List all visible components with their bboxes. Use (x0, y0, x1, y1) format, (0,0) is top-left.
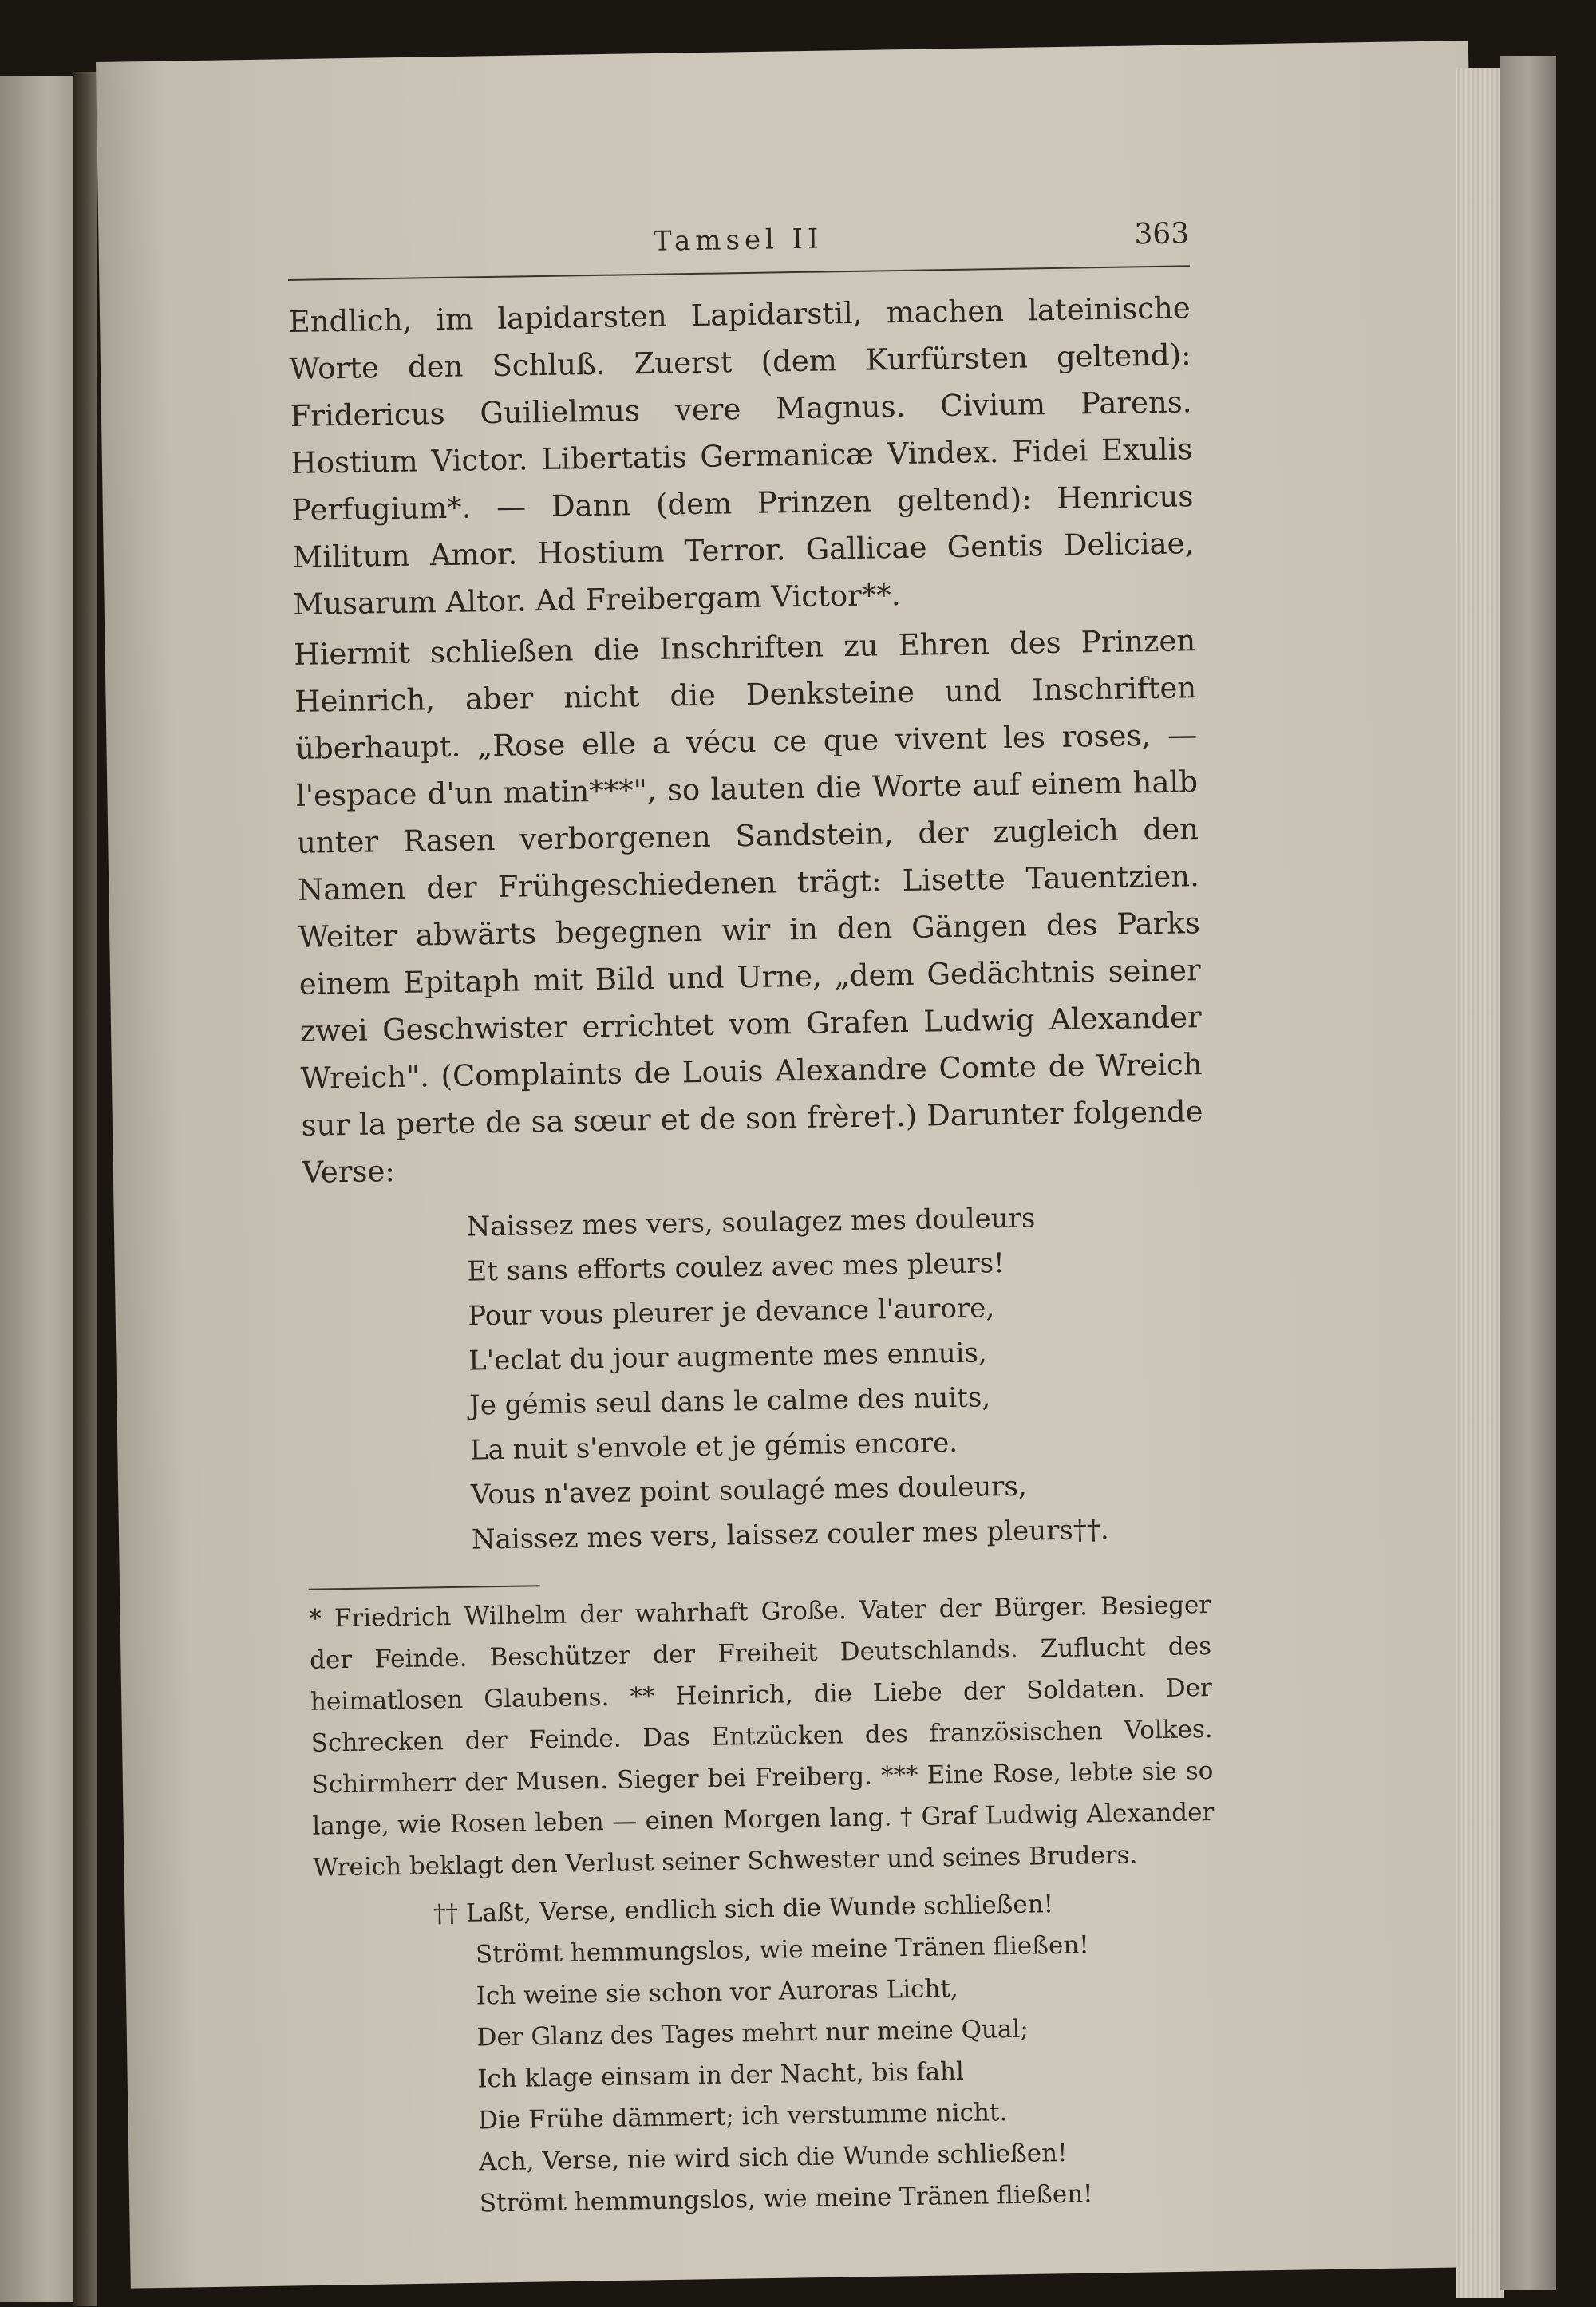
footnote-verse-line: Der Glanz des Tages mehrt nur meine Qual; (476, 2014, 1029, 2052)
left-page-edge (0, 76, 80, 2302)
verse-block (466, 1193, 1210, 1562)
paragraph-1: Endlich, im lapidarsten Lapidarstil, machen lateinische Worte den Schluß. Zuerst (dem Kurfürsten geltend): Fridericus Guilielmus vere Magnus. Civium Parens. Hostium Victor. Libertatis Germanicæ Vindex. Fidei Exulis Perfugium*. — Dann (dem Prinzen geltend): Henricus Militum Amor. Hostium Terror. Gallicae Gentis Deliciae, Musarum Altor. Ad Freibergam Victor**. (288, 290, 1195, 622)
footnote-verse-line: Ich klage einsam in der Nacht, bis fahl (477, 2056, 965, 2094)
footnote-verse-block (433, 1881, 1220, 2225)
verse-line: Naissez mes vers, laissez couler mes pleurs††. (471, 1514, 1109, 1556)
verse-line: Je gémis seul dans le calme des nuits, (468, 1381, 991, 1422)
footnote-verse-line: Strömt hemmungslos, wie meine Tränen fließen! (475, 1930, 1089, 1969)
page-content (287, 217, 1220, 2226)
footnote-verse-line: Ach, Verse, nie wird sich die Wunde schließen! (478, 2138, 1068, 2177)
footnote-verse-line: Die Frühe dämmert; ich verstumme nicht. (477, 2098, 1008, 2135)
book-cover-edge (1500, 56, 1556, 2290)
verse-line: Pour vous pleurer je devance l'aurore, (468, 1292, 995, 1333)
verse-line: La nuit s'envole et je gémis encore. (469, 1426, 958, 1467)
footnote-verse-line: Ich weine sie schon vor Auroras Licht, (476, 1974, 958, 2011)
running-title: Tamsel II (653, 223, 824, 258)
paragraph-2: Hiermit schließen die Inschriften zu Ehren des Prinzen Heinrich, aber nicht die Denksteine und Inschriften überhaupt. „Rose elle a vécu ce que vivent les roses, — l'espace d'un matin***", so lauten die Worte auf einem halb unter Rasen verborgenen Sandstein, der zugleich den Namen der Frühgeschiedenen trägt: Lisette Tauentzien. Weiter abwärts begegnen wir in den Gängen des Parks einem Epitaph mit Bild und Urne, „dem Gedächtnis seiner zwei Geschwister errichtet vom Grafen Ludwig Alexander Wreich". (Complaints de Louis Alexandre Comte de Wreich sur la perte de sa sœur et de son frère†.) Darunter folgende Verse: (293, 623, 1203, 1190)
verse-line: Naissez mes vers, soulagez mes douleurs (466, 1202, 1036, 1243)
verse-line: L'eclat du jour augmente mes ennuis, (468, 1337, 987, 1377)
footnote-verse-line: †† Laßt, Verse, endlich sich die Wunde schließen! (433, 1890, 1054, 1929)
footnote-verse-line: Strömt hemmungslos, wie meine Tränen fließen! (479, 2179, 1093, 2218)
verse-line: Et sans efforts coulez avec mes pleurs! (467, 1247, 1005, 1288)
footnotes: * Friedrich Wilhelm der wahrhaft Große. Vater der Bürger. Besieger der Feinde. Beschützer der Freiheit Deutschlands. Zuflucht des heimatlosen Glaubens. ** Heinrich, die Liebe der Soldaten. Der Schrecken der Feinde. Das Entzücken des französischen Volkes. Schirmherr der Musen. Sieger bei Freiberg. *** Eine Rose, lebte sie so lange, wie Rosen leben — einen Morgen lang. † Graf Ludwig Alexander Wreich beklagt den Verlust seiner Schwester und seines Bruders. (309, 1590, 1215, 1882)
book-gutter (73, 72, 97, 2306)
verse-line: Vous n'avez point soulagé mes douleurs, (470, 1470, 1028, 1511)
page-edges (1456, 68, 1504, 2298)
page-number: 363 (1134, 217, 1190, 251)
footnote-rule (309, 1585, 540, 1590)
